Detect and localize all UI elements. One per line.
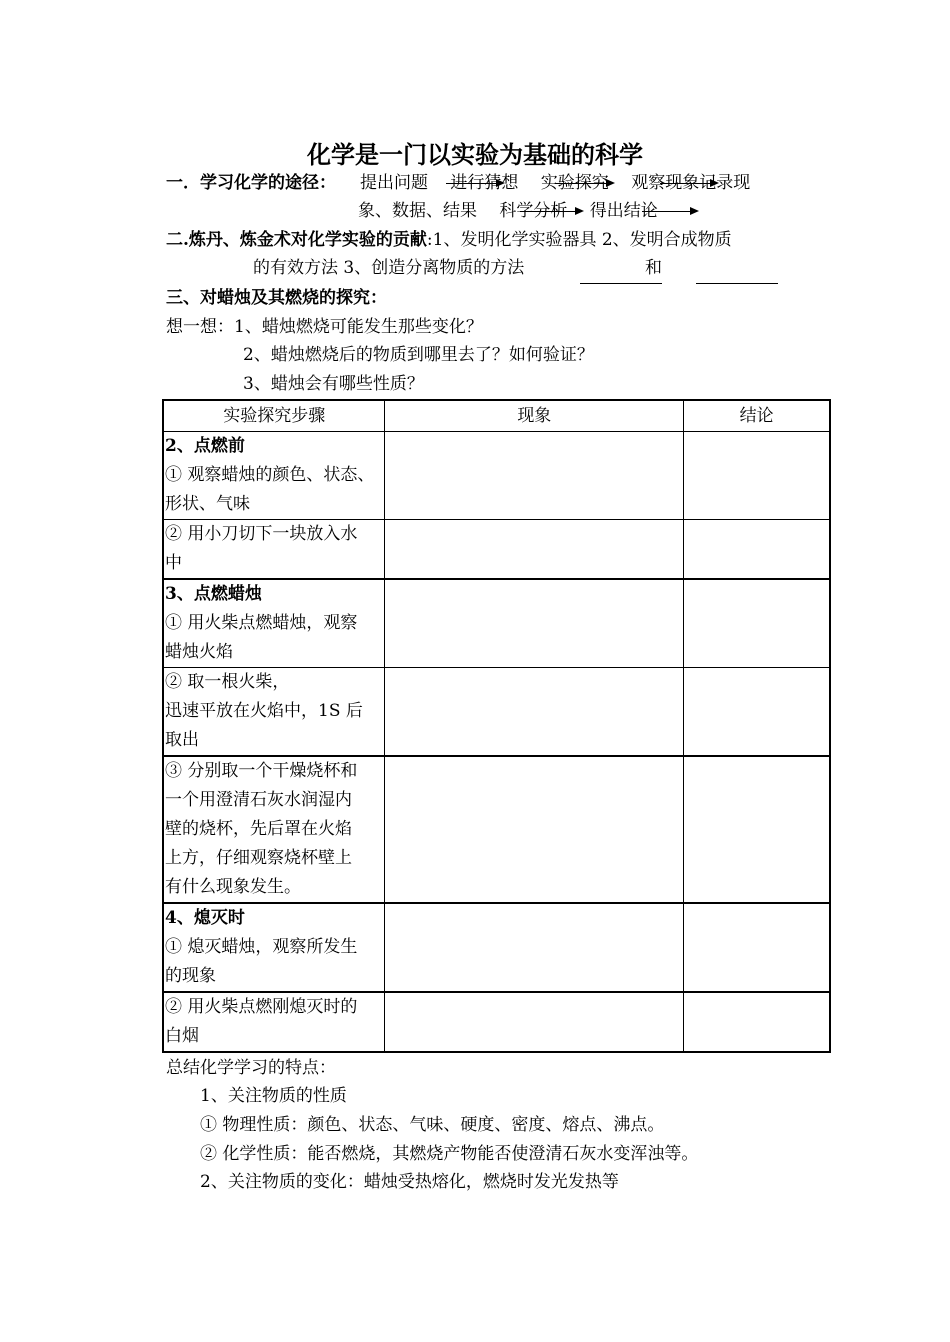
step-text: 取出 [165,730,199,750]
step-text: 一个用澄清石灰水润湿内 [165,790,352,810]
table-row [163,756,830,903]
answer-blank[interactable] [580,283,662,284]
step-text: 白烟 [165,1026,199,1046]
phenomenon-cell[interactable] [385,903,684,992]
phenomenon-cell[interactable] [385,520,684,580]
conclusion-cell[interactable] [684,668,830,757]
conclusion-cell[interactable] [684,520,830,580]
header-conclusion: 结论 [684,400,830,432]
step-cell [163,903,385,992]
step-text: 形状、气味 [165,494,250,514]
step-cell [163,579,385,668]
conclusion-cell[interactable] [684,579,830,668]
step-text: ③ 分别取一个干燥烧杯和 [165,761,358,781]
step-cell [163,756,385,903]
arrow-icon [520,211,575,212]
section1-heading: 一．学习化学的途径： [166,173,336,193]
summary-point: 1、关注物质的性质 [200,1086,347,1106]
phenomenon-cell[interactable] [385,668,684,757]
conclusion-cell[interactable] [684,432,830,520]
step-text: 壁的烧杯，先后罩在火焰 [165,819,352,839]
think-question-2: 2、蜡烛燃烧后的物质到哪里去了？如何验证？ [243,345,594,365]
table-row [163,520,830,580]
answer-blank[interactable] [696,283,778,284]
step-text: 上方，仔细观察烧杯壁上 [165,848,352,868]
group-title: 3、点燃蜡烛 [165,584,262,604]
section2-line1-rest: :1、发明化学实验器具 2、发明合成物质 [426,230,732,250]
header-steps: 实验探究步骤 [163,400,385,432]
summary-point: 2、关注物质的变化：蜡烛受热熔化，燃烧时发光发热等 [200,1172,619,1192]
step-text: ② 取一根火柴， [165,672,290,692]
step-text: 的现象 [165,966,216,986]
arrow-icon [660,183,710,184]
arrow-icon [556,183,606,184]
step-cell [163,520,385,580]
section1-line1: 提出问题 进行猜想 实验探究 观察现象记录现 [360,173,751,193]
step-text: ② 用小刀切下一块放入水 [165,524,358,544]
step-cell [163,668,385,757]
conclusion-cell[interactable] [684,903,830,992]
table-row [163,432,830,520]
step-text: ① 用火柴点燃蜡烛，观察 [165,613,358,633]
group-title: 4、熄灭时 [165,908,245,928]
phenomenon-cell[interactable] [385,992,684,1052]
step-text: 中 [165,553,182,573]
group-title: 2、点燃前 [165,436,245,456]
step-text: ① 观察蜡烛的颜色、状态、 [165,465,375,485]
table-row [163,668,830,757]
section1-line2: 象、数据、结果 科学分析 得出结论 [358,201,658,221]
table-header-row [163,400,830,432]
table-row [163,903,830,992]
conclusion-cell[interactable] [684,756,830,903]
section3-heading: 三、对蜡烛及其燃烧的探究： [166,288,387,308]
phenomenon-cell[interactable] [385,579,684,668]
step-text: ② 用火柴点燃刚熄灭时的 [165,997,358,1017]
think-question-1: 想一想：1、蜡烛燃烧可能发生那些变化？ [166,317,483,337]
summary-point: ① 物理性质：颜色、状态、气味、硬度、密度、熔点、沸点。 [200,1115,665,1135]
conclusion-cell[interactable] [684,992,830,1052]
section2-and: 和 [645,258,662,278]
arrow-icon [446,183,496,184]
section2-heading: 二.炼丹、炼金术对化学实验的贡献 [166,230,427,250]
table-row [163,579,830,668]
summary-heading: 总结化学学习的特点： [166,1058,336,1078]
step-text: 蜡烛火焰 [165,642,233,662]
think-question-3: 3、蜡烛会有哪些性质？ [243,374,424,394]
section2-line1 [166,229,732,251]
step-text: 有什么现象发生。 [165,877,301,897]
arrow-icon [642,211,690,212]
header-phenomenon: 现象 [385,400,684,432]
phenomenon-cell[interactable] [385,432,684,520]
experiment-table [162,399,831,1053]
section2-line2: 的有效方法 3、创造分离物质的方法 [253,258,525,278]
step-cell [163,432,385,520]
step-text: ① 熄灭蜡烛，观察所发生 [165,937,358,957]
phenomenon-cell[interactable] [385,756,684,903]
summary-point: ② 化学性质：能否燃烧，其燃烧产物能否使澄清石灰水变浑浊等。 [200,1144,699,1164]
step-cell [163,992,385,1052]
step-text: 迅速平放在火焰中，1S 后 [165,701,363,721]
table-row [163,992,830,1052]
page-title: 化学是一门以实验为基础的科学 [307,140,643,169]
